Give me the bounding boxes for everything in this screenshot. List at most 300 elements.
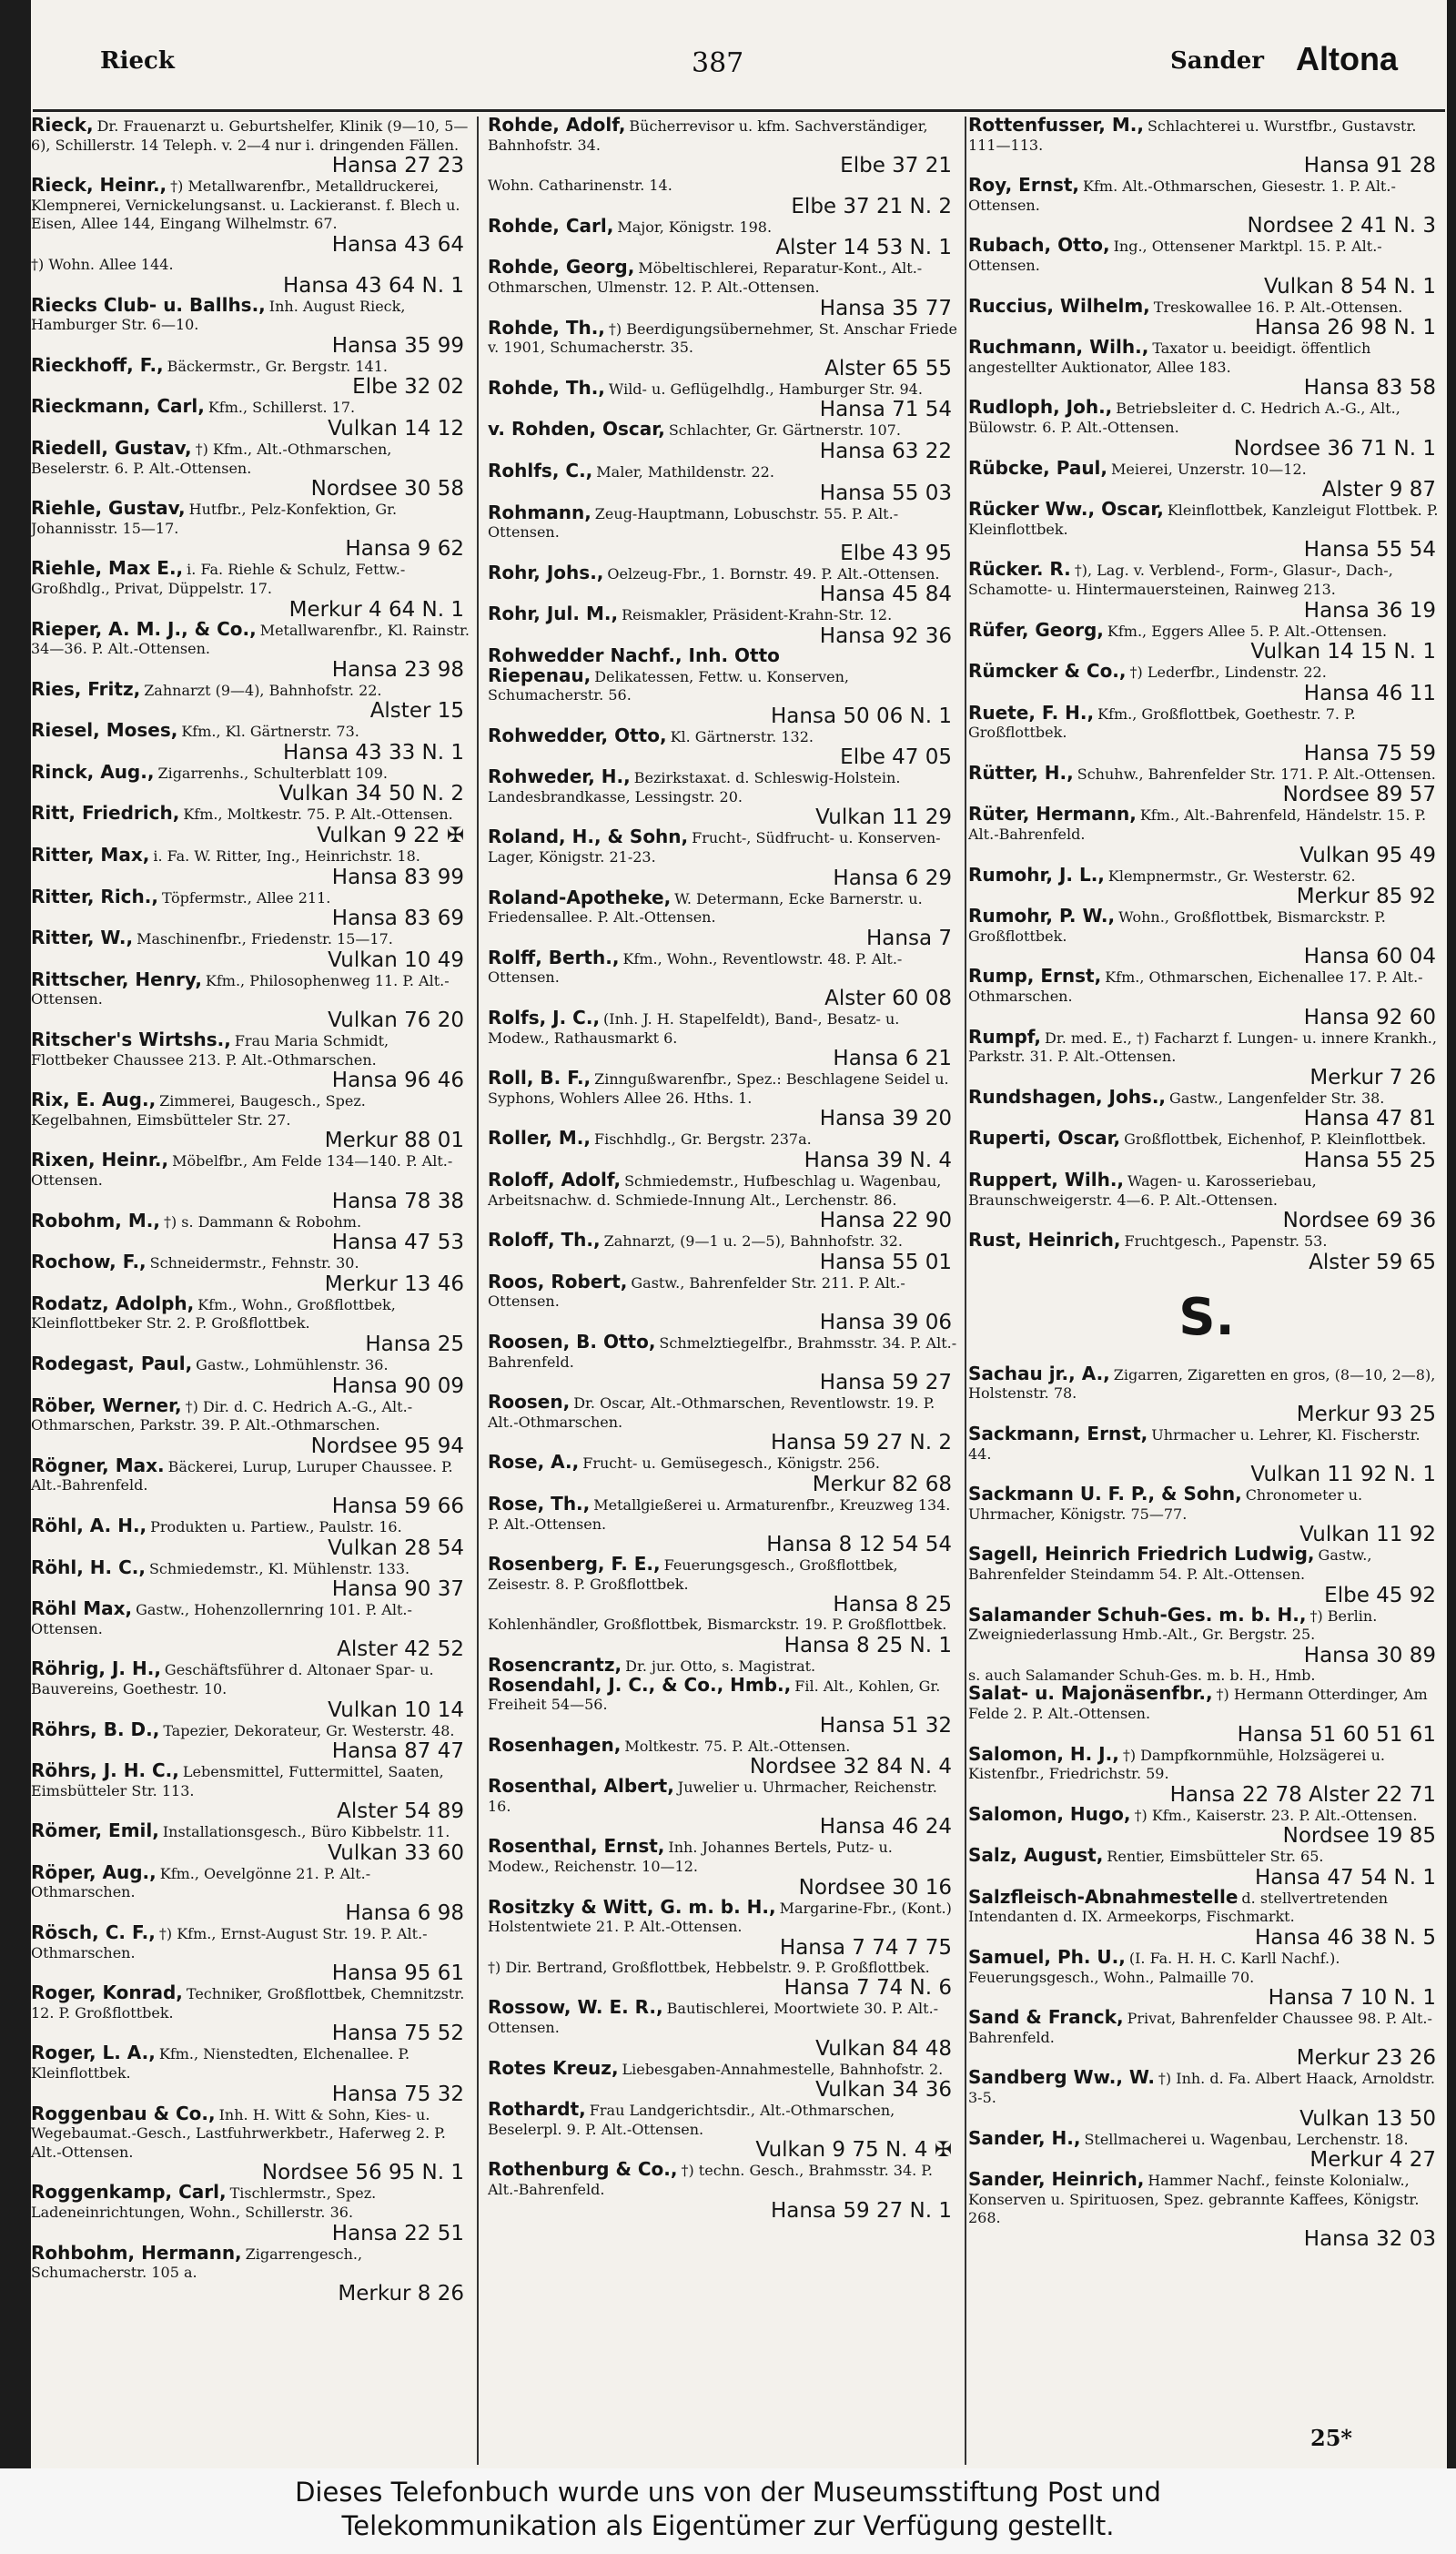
entry-description: i. Fa. W. Ritter, Ing., Heinrichstr. 18. (153, 847, 420, 866)
directory-entry (31, 1253, 470, 1295)
entry-description: †) Hermann Otterdinger, Am Felde 2. P. Alt.-Ottensen. (968, 1686, 1428, 1722)
entry-description: Bücherrevisor u. kfm. Sachverständiger, Bahnhofstr. 34. (488, 117, 928, 154)
phone-number: Hansa 83 58 (1303, 376, 1436, 400)
entry-description: Frucht-, Südfrucht- u. Konserven-Lager, Königstr. 21-23. (488, 829, 941, 867)
entry-name: Roosen, B. Otto, (488, 1330, 656, 1353)
entry-description: Fischhdlg., Gr. Bergstr. 237a. (594, 1130, 812, 1149)
directory-entry (488, 418, 957, 463)
directory-entry (968, 1231, 1441, 1273)
phone-number: Hansa 8 25 N. 1 (784, 1633, 952, 1657)
phone-number: Hansa 8 25 (833, 1593, 952, 1617)
entry-description: †) techn. Gesch., Brahmsstr. 34. P. Alt.-Bahrenfeld. (488, 2162, 933, 2198)
entry-name: Roloff, Th., (488, 1229, 601, 1252)
entry-description: Schmiedemstr., Hufbeschlag u. Wagenbau, Arbeitsnachw. d. Schmiede-Innung Alt., Lerchenstr. 86. (488, 1172, 942, 1209)
entry-name: Ruperti, Oscar, (968, 1127, 1121, 1150)
entry-description: Installationsgesch., Büro Kibbelstr. 11. (162, 1823, 450, 1841)
entry-description: †) s. Dammann & Robohm. (163, 1212, 362, 1231)
entry-name: Rüfer, Georg, (968, 618, 1104, 641)
entry-name: Röhl Max, (31, 1597, 133, 1620)
directory-entry (968, 1485, 1441, 1546)
directory-entry (968, 174, 1441, 238)
phone-number: Hansa 59 27 (819, 1371, 952, 1395)
entry-description: Feuerungsgesch., Großflottbek, Zeisestr. 8. P. Großflottbek. (488, 1556, 898, 1593)
entry-name: Rohlfs, C., (488, 459, 593, 481)
entry-name: Rosendahl, J. C., & Co., Hmb., (488, 1673, 792, 1696)
entry-name: Rixen, Heinr., (31, 1149, 169, 1171)
entry-name: Rossow, W. E. R., (488, 1996, 663, 2019)
entry-description: Produkten u. Partiew., Paulstr. 16. (150, 1517, 402, 1535)
phone-number: Hansa 35 99 (331, 333, 464, 358)
entry-description: Delikatessen, Fettw. u. Konserven, Schumacherstr. 56. (488, 667, 849, 704)
directory-entry (968, 2168, 1441, 2251)
directory-entry (968, 1802, 1441, 1849)
phone-number: Hansa 9 62 (345, 537, 464, 562)
entry-description: Frau Maria Schmidt, Flottbeker Chaussee 213. P. Alt.-Othmarschen. (31, 1032, 389, 1069)
phone-number: Hansa 55 25 (1303, 1149, 1436, 1172)
phone-number: Nordsee 32 84 N. 4 (749, 1755, 952, 1779)
entry-name: Ritter, Rich., (31, 885, 158, 907)
phone-number: Hansa 47 81 (1303, 1107, 1436, 1131)
entry-name: Rolff, Berth., (488, 946, 620, 968)
entry-description: Gastw., Langenfelder Str. 38. (1169, 1089, 1385, 1107)
directory-entry (488, 1775, 957, 1839)
entry-name: Ruccius, Wilhelm, (968, 294, 1150, 317)
entry-description: Treskowallee 16. P. Alt.-Ottensen. (1153, 298, 1403, 316)
entry-description: Maler, Mathildenstr. 22. (596, 462, 774, 481)
phone-number: Hansa 71 54 (819, 398, 952, 422)
directory-entry (31, 1981, 470, 2046)
entry-name: Rosencrantz, (488, 1653, 622, 1676)
scan-left-edge (0, 0, 31, 2468)
entry-description: Kohlenhändler, Großflottbek, Bismarckstr. 19. P. Großflottbek. (488, 1616, 947, 1634)
phone-number: Hansa 75 52 (331, 2022, 464, 2046)
entry-name: Roggenkamp, Carl, (31, 2181, 227, 2204)
directory-entry (968, 2126, 1441, 2173)
entry-name: Rosenthal, Ernst, (488, 1835, 665, 1858)
entry-description: Frucht- u. Gemüsegesch., Königstr. 256. (582, 1454, 880, 1473)
entry-description: Schlachterei u. Wurstfbr., Gustavstr. 111—113. (968, 117, 1417, 154)
entry-name: Rieper, A. M. J., & Co., (31, 617, 257, 640)
entry-description: Möbeltischlerei, Reparatur-Kont., Alt.-Othmarschen, Ulmenstr. 12. P. Alt.-Ottensen. (488, 259, 923, 296)
phone-number: Merkur 7 26 (1309, 1065, 1436, 1090)
entry-name: Rütter, H., (968, 761, 1074, 784)
entry-name: Roosen, (488, 1391, 571, 1414)
entry-name: Röper, Aug., (31, 1860, 157, 1883)
phone-number: Vulkan 9 75 N. 4 ✠ (755, 2138, 952, 2163)
entry-name: Riehle, Max E., (31, 557, 184, 580)
entry-description: Zeug-Hauptmann, Lobuschstr. 55. P. Alt.-Ottensen. (488, 504, 899, 542)
directory-entry (31, 2181, 470, 2245)
section-letter: S. (1178, 1287, 1235, 1347)
directory-entry (488, 459, 957, 505)
entry-description: Meierei, Unzerstr. 10—12. (1111, 460, 1307, 478)
entry-description: Kfm., Wohn., Reventlowstr. 48. P. Alt.-Ottensen. (488, 949, 903, 987)
directory-entry (31, 1031, 470, 1091)
entry-name: Rücker. R. (968, 558, 1071, 581)
directory-entry (968, 1362, 1441, 1426)
directory-entry (31, 353, 470, 400)
entry-name: Rohr, Jul. M., (488, 603, 619, 625)
entry-name: Rothardt, (488, 2098, 586, 2121)
phone-number: Vulkan 14 15 N. 1 (1250, 640, 1436, 664)
phone-number: Elbe 43 95 (840, 541, 952, 565)
phone-number: Hansa 59 27 N. 2 (771, 1431, 952, 1455)
directory-entry (31, 1921, 470, 1986)
entry-description: Margarine-Fbr., (Kont.) Holstentwiete 21. P. Alt.-Ottensen. (488, 1899, 952, 1936)
directory-entry (31, 2241, 470, 2306)
scan-right-edge (1447, 0, 1456, 2468)
directory-entry (488, 1231, 957, 1273)
directory-entry (31, 1759, 470, 1824)
entry-name: Roggenbau & Co., (31, 2102, 216, 2124)
phone-number: Hansa 55 54 (1303, 538, 1436, 562)
entry-name: Rumohr, J. L., (968, 863, 1105, 886)
entry-description: †) Kfm., Ernst-August Str. 19. P. Alt.-Othmarschen. (31, 1925, 428, 1961)
entry-description: Dr. Oscar, Alt.-Othmarschen, Reventlowstr. 19. P. Alt.-Othmarschen. (488, 1394, 935, 1431)
entry-name: Rochow, F., (31, 1251, 147, 1273)
directory-entry (968, 498, 1441, 562)
entry-description: Kleinflottbek, Kanzleigut Flottbek. P. Kleinflottbek. (968, 502, 1439, 538)
entry-description: †) Dir. d. C. Hedrich A.-G., Alt.-Othmarschen, Parkstr. 39. P. Alt.-Othmarschen. (31, 1397, 413, 1434)
directory-entry (488, 605, 957, 647)
directory-entry (31, 1292, 470, 1356)
phone-number: Hansa 36 19 (1303, 598, 1436, 623)
entry-description: †), Lag. v. Verblend-, Form-, Glasur-, Dach-, Schamotte- u. Hintermauersteinen, Rainweg 213. (968, 562, 1393, 598)
directory-entry (488, 1996, 957, 2061)
directory-entry (488, 2158, 957, 2223)
directory-entry (968, 1682, 1441, 1747)
entry-description: Schmelztiegelfbr., Brahmsstr. 34. P. Alt.-Bahrenfeld. (488, 1333, 957, 1371)
entry-name: Röber, Werner, (31, 1394, 182, 1416)
column-divider (477, 117, 479, 2465)
entry-name: Rubach, Otto, (968, 234, 1110, 257)
directory-entry (968, 863, 1441, 909)
entry-name: Rohde, Carl, (488, 214, 614, 237)
entry-description: Dr. med. E., †) Facharzt f. Lungen- u. innere Krankh., Parkstr. 31. P. Alt.-Ottensen. (968, 1029, 1437, 1066)
directory-entry (968, 234, 1441, 299)
entry-description: Kfm., Nienstedten, Elchenallee. P. Kleinflottbek. (31, 2045, 410, 2083)
entry-name: Samuel, Ph. U., (968, 1946, 1126, 1969)
directory-entry (488, 1391, 957, 1455)
directory-entry (968, 907, 1441, 968)
entry-name: Rittscher, Henry, (31, 968, 202, 990)
entry-name: Rüter, Hermann, (968, 803, 1137, 826)
phone-number: Hansa 7 74 N. 6 (784, 1976, 952, 2001)
entry-description: †) Inh. d. Fa. Albert Haack, Arnoldstr. 3-5. (968, 2070, 1436, 2107)
entry-name: Sachau jr., A., (968, 1362, 1110, 1384)
directory-entry (31, 1718, 470, 1764)
directory-entry (488, 177, 957, 218)
directory-entry (31, 2102, 470, 2185)
entry-name: Rücker Ww., Oscar, (968, 498, 1164, 521)
directory-entry (488, 2098, 957, 2163)
entry-name: Rübcke, Paul, (968, 456, 1108, 479)
phone-number: Hansa 55 03 (819, 481, 952, 505)
phone-number: Alster 42 52 (337, 1637, 464, 1662)
directory-entry (968, 2066, 1441, 2131)
header-rule (33, 109, 1445, 112)
entry-name: Rohde, Adolf, (488, 117, 626, 136)
directory-entry (968, 456, 1441, 502)
entry-description: Zigarrenhs., Schulterblatt 109. (157, 764, 388, 782)
entry-description: Tapezier, Dekorateur, Gr. Westerstr. 48. (163, 1721, 455, 1739)
phone-number: Nordsee 89 57 (1282, 783, 1436, 807)
entry-name: Ritscher's Wirtshs., (31, 1029, 231, 1051)
directory-entry (968, 1171, 1441, 1231)
phone-number: Merkur 4 27 (1309, 2148, 1436, 2173)
directory-entry (31, 174, 470, 257)
entry-description: Zigarrengesch., Schumacherstr. 105 a. (31, 2245, 363, 2282)
phone-number: Hansa 96 46 (331, 1069, 464, 1093)
entry-name: Rottenfusser, M., (968, 117, 1144, 136)
directory-entry (488, 501, 957, 565)
phone-number: Nordsee 19 85 (1282, 1824, 1436, 1849)
entry-name: Röhl, H. C., (31, 1556, 146, 1578)
entry-description: Juwelier u. Uhrmacher, Reichenstr. 16. (488, 1779, 937, 1815)
entry-description: Kfm., Kl. Gärtnerstr. 73. (181, 723, 359, 741)
directory-entry (31, 557, 470, 622)
phone-number: Vulkan 84 48 (815, 2036, 952, 2061)
entry-description: Kfm., Othmarschen, Eichenallee 17. P. Alt.-Othmarschen. (968, 968, 1423, 1006)
entry-name: Rieck, Heinr., (31, 174, 167, 197)
entry-name: Römer, Emil, (31, 1819, 159, 1842)
directory-entry (968, 2006, 1441, 2071)
phone-number: Alster 59 65 (1309, 1250, 1436, 1274)
entry-name: Röhrig, J. H., (31, 1657, 161, 1680)
phone-number: Hansa 39 06 (819, 1310, 952, 1334)
phone-number: Hansa 7 10 N. 1 (1268, 1986, 1436, 2011)
entry-name: Rohweder, H., (488, 765, 631, 788)
entry-description: Gastw., Bahrenfelder Str. 211. P. Alt.-Ottensen. (488, 1273, 905, 1311)
entry-name: Salomon, Hugo, (968, 1802, 1131, 1825)
entry-name: Riecks Club- u. Ballhs., (31, 293, 266, 316)
entry-name: Rieckhoff, F., (31, 353, 164, 376)
directory-entry (31, 1514, 470, 1560)
directory-entry (488, 765, 957, 830)
entry-description: Geschäftsführer d. Altonaer Spar- u. Bauvereins, Goethestr. 10. (31, 1661, 434, 1698)
directory-entry (488, 1733, 957, 1779)
entry-name: Rosenberg, F. E., (488, 1553, 661, 1576)
entry-description: Lebensmittel, Futtermittel, Saaten, Eimsbütteler Str. 113. (31, 1763, 444, 1799)
phone-number: Hansa 47 53 (331, 1231, 464, 1255)
phone-number: Vulkan 34 50 N. 2 (278, 782, 464, 806)
phone-number: Elbe 37 21 (840, 154, 952, 178)
directory-entry (488, 828, 957, 888)
entry-description: Kfm., Alt.-Bahrenfeld, Händelstr. 15. P. Alt.-Bahrenfeld. (968, 806, 1427, 844)
phone-number: Merkur 85 92 (1296, 885, 1436, 909)
directory-entry (488, 1451, 957, 1496)
phone-number: Vulkan 8 54 N. 1 (1263, 274, 1436, 299)
phone-number: Hansa 6 29 (833, 866, 952, 890)
directory-entry (488, 1270, 957, 1334)
phone-number: Hansa 46 11 (1303, 681, 1436, 705)
entry-name: Röhrs, B. D., (31, 1718, 160, 1740)
entry-description: Inh. Johannes Bertels, Putz- u. Modew., Reichenstr. 10—12. (488, 1839, 893, 1876)
directory-entry (488, 1673, 957, 1738)
entry-description: Rentier, Eimsbütteler Str. 65. (1107, 1848, 1324, 1866)
entry-name: Roger, L. A., (31, 2042, 156, 2064)
phone-number: Hansa 39 N. 4 (804, 1149, 952, 1172)
entry-description: Kfm., Philosophenweg 11. P. Alt.-Ottensen. (31, 971, 450, 1008)
entry-description: Klempnermstr., Gr. Westerstr. 62. (1107, 867, 1356, 885)
directory-entry (31, 1819, 470, 1865)
entry-name: Rohde, Georg, (488, 256, 635, 279)
entry-name: Rolfs, J. C., (488, 1007, 601, 1029)
directory-entry (488, 1616, 957, 1657)
directory-entry (31, 929, 470, 971)
phone-number: Vulkan 9 22 ✠ (317, 824, 464, 848)
directory-entry (968, 396, 1441, 461)
entry-name: Rodegast, Paul, (31, 1352, 193, 1374)
directory-entry (31, 1597, 470, 1662)
directory-entry (31, 117, 470, 177)
phone-number: Nordsee 30 16 (798, 1875, 952, 1900)
directory-entry (31, 436, 470, 502)
directory-entry (488, 117, 957, 177)
entry-description: Frau Landgerichtsdir., Alt.-Othmarschen, Beselerpl. 9. P. Alt.-Ottensen. (488, 2102, 895, 2138)
entry-description: Maschinenfbr., Friedenstr. 15—17. (136, 930, 393, 948)
phone-number: Hansa 7 74 7 75 (779, 1935, 952, 1960)
entry-name: Ritter, Max, (31, 844, 150, 867)
entry-description: Bezirkstaxat. d. Schleswig-Holstein. Landesbrandkasse, Lessingstr. 20. (488, 769, 901, 806)
entry-description: Techniker, Großflottbek, Chemnitzstr. 12. P. Großflottbek. (31, 1985, 465, 2022)
directory-entry (31, 2044, 470, 2104)
entry-description: Töpfermstr., Allee 211. (161, 888, 331, 907)
phone-number: Hansa 32 03 (1303, 2227, 1436, 2251)
entry-description: †) Lederfbr., Lindenstr. 22. (1129, 664, 1327, 682)
column-divider (965, 117, 966, 2465)
directory-entry (968, 1127, 1441, 1172)
entry-name: Ruchmann, Wilh., (968, 336, 1149, 359)
phone-number: Hansa 22 90 (819, 1209, 952, 1233)
entry-name: Rundshagen, Johs., (968, 1085, 1167, 1108)
entry-description: Zahnarzt, (9—1 u. 2—5), Bahnhofstr. 32. (603, 1232, 903, 1251)
phone-number: Nordsee 2 41 N. 3 (1247, 214, 1436, 238)
entry-name: Rinck, Aug., (31, 760, 155, 783)
entry-description: Wohn., Großflottbek, Bismarckstr. P. Großflottbek. (968, 908, 1386, 945)
directory-entry (968, 1742, 1441, 1807)
entry-description: d. stellvertretenden Intendanten d. IX. Armeekorps, Fischmarkt. (968, 1889, 1389, 1926)
directory-entry (488, 1127, 957, 1172)
entry-name: Rotes Kreuz, (488, 2056, 619, 2079)
entry-name: Sandberg Ww., W. (968, 2066, 1155, 2089)
entry-name: Ries, Fritz, (31, 677, 141, 700)
entry-description: Tischlermstr., Spez. Ladeneinrichtungen, Wohn., Schillerstr. 36. (31, 2184, 377, 2221)
directory-entry (31, 885, 470, 931)
directory-entry (968, 117, 1441, 177)
header-left-keyword: Rieck (100, 47, 175, 75)
directory-entry (968, 558, 1441, 623)
entry-description: Wohn. Catharinenstr. 14. (488, 177, 672, 195)
phone-number: Hansa 35 77 (819, 296, 952, 320)
phone-number: Hansa 63 22 (819, 439, 952, 463)
phone-number: Hansa 43 64 N. 1 (283, 273, 464, 298)
phone-number: Hansa 91 28 (1303, 154, 1436, 178)
directory-entry (968, 1603, 1441, 1667)
phone-number: Nordsee 30 58 (310, 477, 464, 502)
phone-number: Merkur 13 46 (324, 1272, 464, 1296)
phone-number: Hansa 55 01 (819, 1250, 952, 1274)
directory-entry (968, 1025, 1441, 1090)
entry-description: Kfm. Alt.-Othmarschen, Giesestr. 1. P. Alt.-Ottensen. (968, 177, 1396, 214)
entry-description: Betriebsleiter d. C. Hedrich A.-G., Alt., Bülowstr. 6. P. Alt.-Ottensen. (968, 400, 1400, 436)
phone-number: Hansa 43 64 (331, 232, 464, 257)
phone-number: Hansa 25 (365, 1332, 464, 1356)
entry-description: †) Metallwarenfbr., Metalldruckerei, Klempnerei, Vernickelungsanst. u. Lackieranst. f. Blech u. Eisen, Allee 144, Eingang Wilhelmstr. 67. (31, 177, 460, 233)
entry-name: Roos, Robert, (488, 1270, 628, 1292)
phone-number: Hansa 92 36 (819, 623, 952, 648)
entry-name: Rudloph, Joh., (968, 396, 1113, 419)
phone-number: Hansa 78 38 (331, 1189, 464, 1213)
entry-description: Fruchtgesch., Papenstr. 53. (1124, 1232, 1328, 1251)
page-number: 387 (692, 47, 744, 79)
footer-line-2: Telekommunikation als Eigentümer zur Verfügung gestellt. (341, 2510, 1115, 2541)
phone-number: Hansa 7 (866, 926, 952, 950)
entry-name: Sackmann U. F. P., & Sohn, (968, 1483, 1242, 1505)
phone-number: Vulkan 95 49 (1299, 843, 1436, 867)
column-3 (968, 117, 1445, 2468)
entry-description: †) Kfm., Alt.-Othmarschen, Beselerstr. 6. P. Alt.-Ottensen. (31, 440, 392, 477)
entry-name: Rosenthal, Albert, (488, 1775, 674, 1798)
entry-name: Salomon, H. J., (968, 1742, 1119, 1765)
entry-description: †) Kfm., Kaiserstr. 23. P. Alt.-Ottensen. (1134, 1806, 1418, 1824)
phone-number: Hansa 46 24 (819, 1815, 952, 1839)
phone-number: Hansa 59 27 N. 1 (771, 2198, 952, 2223)
directory-entry (488, 1959, 957, 2000)
entry-description: Metallgießerei u. Armaturenfbr., Kreuzweg 134. P. Alt.-Ottensen. (488, 1495, 951, 1533)
entry-name: Roll, B. F., (488, 1067, 592, 1090)
phone-number: Alster 65 55 (824, 356, 952, 380)
phone-number: Hansa 90 09 (331, 1373, 464, 1398)
phone-number: Elbe 45 92 (1324, 1583, 1436, 1607)
entry-description: i. Fa. Riehle & Schulz, Fettw.-Großhdlg., Privat, Düppelstr. 17. (31, 561, 406, 597)
entry-description: Kfm., Eggers Allee 5. P. Alt.-Ottensen. (1107, 622, 1388, 640)
directory-entry (488, 1492, 957, 1557)
directory-entry (968, 761, 1441, 807)
entry-description: †) Berlin. Zweigniederlassung Hmb.-Alt., Gr. Bergstr. 25. (968, 1606, 1378, 1644)
directory-entry (31, 293, 470, 358)
entry-name: Salat- u. Majonäsenfbr., (968, 1682, 1213, 1705)
entry-name: Rohwedder, Otto, (488, 724, 667, 746)
phone-number: Merkur 82 68 (812, 1472, 952, 1496)
directory-entry (488, 1330, 957, 1395)
entry-description: Stellmacherei u. Wagenbau, Lerchenstr. 18. (1084, 2130, 1409, 2148)
entry-name: Ritt, Friedrich, (31, 802, 180, 825)
phone-number: Vulkan 76 20 (328, 1008, 464, 1033)
entry-description: Hammer Nachf., feinste Kolonialw., Konserven u. Spirituosen, Spez. gebrannte Kaffees, Königstr. 268. (968, 2172, 1420, 2227)
directory-entry (488, 644, 957, 728)
entry-description: s. auch Salamander Schuh-Ges. m. b. H., Hmb. (968, 1666, 1316, 1684)
directory-entry (968, 1543, 1441, 1607)
entry-name: Roland, H., & Sohn, (488, 826, 689, 848)
phone-number: Nordsee 69 36 (1282, 1209, 1436, 1233)
phone-number: Hansa 43 33 N. 1 (283, 740, 464, 765)
directory-entry (488, 1895, 957, 1960)
phone-number: Vulkan 28 54 (328, 1535, 464, 1560)
phone-number: Hansa 30 89 (1303, 1643, 1436, 1667)
entry-name: Salamander Schuh-Ges. m. b. H., (968, 1603, 1307, 1626)
footer-line-1: Dieses Telefonbuch wurde uns von der Museumsstiftung Post und (295, 2477, 1161, 2508)
entry-name: Rümcker & Co., (968, 660, 1127, 683)
directory-entry (488, 946, 957, 1011)
phone-number: Alster 54 89 (337, 1799, 464, 1824)
entry-description: Fil. Alt., Kohlen, Gr. Freiheit 54—56. (488, 1677, 941, 1714)
directory-entry (31, 1657, 470, 1722)
entry-description: Bäckermstr., Gr. Bergstr. 141. (167, 357, 388, 375)
phone-number: Hansa 75 32 (331, 2082, 464, 2106)
entry-name: Rösch, C. F., (31, 1921, 156, 1944)
column-1 (31, 117, 473, 2468)
